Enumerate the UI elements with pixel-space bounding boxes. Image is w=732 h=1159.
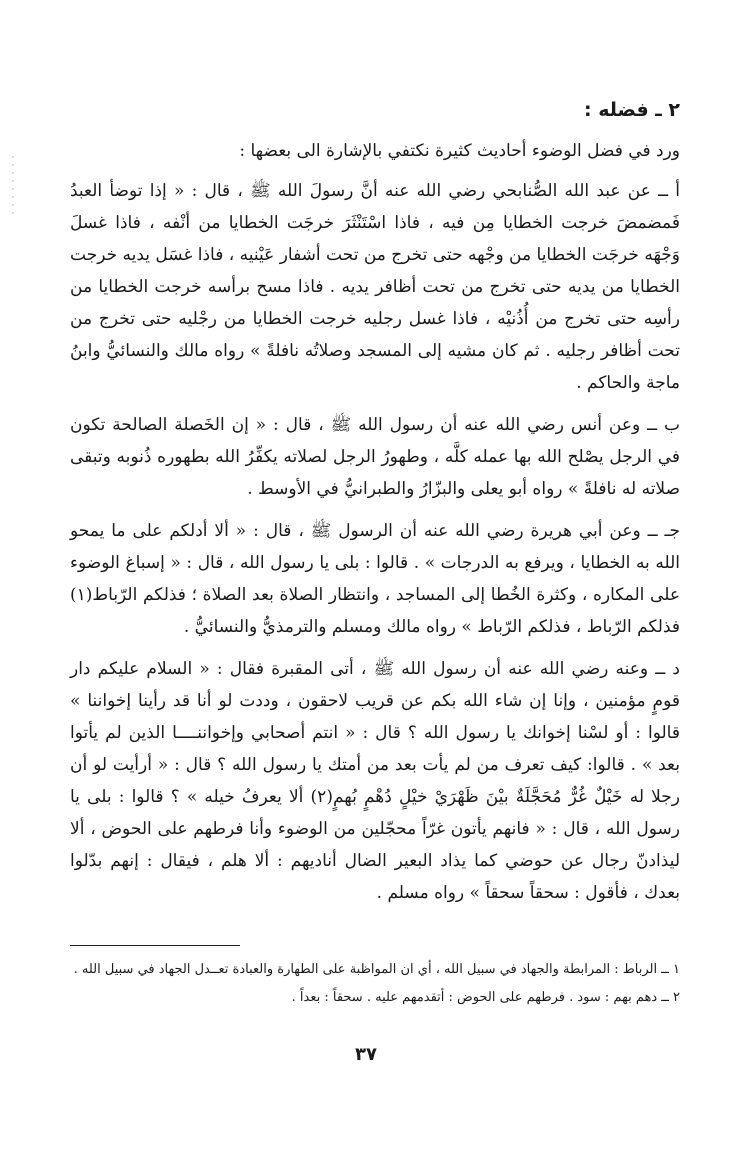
hadith-paragraph-b: ب ــ وعن أنس رضي الله عنه أن رسول الله ﷺ ، قال : « إن الخَصلة الصالحة تكون في الرجل يصْلح الله بها عمله كلَّه ، وطهورُ الرجل لصلاته يكفِّرُ الله بطهوره ذُنوبه وتبقى صلاته له نافلةً » رواه أبو يعلى والبزّارُ والطبرانيُّ في الأوسط .: [70, 415, 680, 499]
footnote-2: ٢ ــ دهم بهم : سود . فرطهم على الحوض : أتقدمهم عليه . سحقاً : بعداً .: [291, 990, 680, 1005]
page-number: ٣٧: [355, 1044, 377, 1065]
footnote-separator: [70, 945, 240, 946]
section-heading: ٢ ـ فضله :: [584, 99, 680, 121]
binding-margin-marks: [6, 150, 20, 270]
footnotes: [70, 958, 680, 1014]
footnote-1: ١ ــ الرباط : المرابطة والجهاد في سبيل الله ، أي ان المواظبة على الطهارة والعبادة تعــدل الجهاد في سبيل الله .: [73, 962, 680, 977]
hadith-paragraph-a: أ ــ عن عبد الله الصُّنابحي رضي الله عنه أنَّ رسولَ الله ﷺ ، قال : « إذا توضأ العبدُ فَمضمضَ خرجت الخطايا مِن فيه ، فاذا اسْتَنْثَرَ خرجَت الخطايا من أنْفه ، فاذا غسلَ وَجْهَه خرجَت الخطايا من وجْهه حتى تخرج من تحت أشفار عَيْنيه ، فاذا غسَل يديه خرجت الخطايا من يديه حتى تخرج من تحت أظافر يديه . فاذا مسح برأسه خرجت الخطايا من رأسِه حتى تخرج من أُذُنيْه ، فاذا غسل رجليه خرجت الخطايا من رجْليه حتى تخرج من تحت أظافر رجليه . ثم كان مشيه إلى المسجد وصلاتُه نافلةً » رواه مالك والنسائيُّ وابنُ ماجة والحاكم .: [70, 181, 680, 393]
page-body: [70, 95, 680, 919]
hadith-paragraph-d: د ــ وعنه رضي الله عنه أن رسول الله ﷺ ، أتى المقبرة فقال : « السلام عليكم دار قومٍ مؤمنين ، وإنا إن شاء الله بكم عن قريب لاحقون ، وددت لو أنا قد رأينا إخواننا » قالوا : أو لسْنا إخوانك يا رسول الله ؟ قال : « انتم أصحابي وإخواننــــا الذين لم يأتوا بعد » . قالوا: كيف تعرف من لم يأت بعد من أمتك يا رسول الله ؟ قال : « أرأيت لو أن رجلا له خَيْلٌ غُرٌّ مُحَجَّلَةٌ بيْنَ ظَهْرَيْ خيْلٍ دُهْمٍ بُهمٍ(٢) ألا يعرفُ خيله » ؟ قالوا : بلى يا رسول الله ، قال : « فانهم يأتون غرّاً محجّلين من الوضوء وأنا فرطهم على الحوض ، ألا ليذادنّ رجال عن حوضي كما يذاد البعير الضال أناديهم : ألا هلم ، فيقال : إنهم بدّلوا بعدك ، فأقول : سحقاً سحقاً » رواه مسلم .: [70, 659, 680, 903]
intro-text: ورد في فضل الوضوء أحاديث كثيرة نكتفي بالإشارة الى بعضها :: [239, 141, 680, 161]
hadith-paragraph-c: جـ ــ وعن أبي هريرة رضي الله عنه أن الرسول ﷺ ، قال : « ألا أدلكم على ما يمحو الله به الخطايا ، ويرفع به الدرجات » . قالوا : بلى يا رسول الله ، قال : « إسباغ الوضوء على المكاره ، وكثرة الخُطا إلى المساجد ، وانتظار الصلاة بعد الصلاة ؛ فذلكم الرّباط(١) فذلكم الرّباط ، فذلكم الرّباط » رواه مالك ومسلم والترمذيُّ والنسائيُّ .: [70, 521, 680, 637]
